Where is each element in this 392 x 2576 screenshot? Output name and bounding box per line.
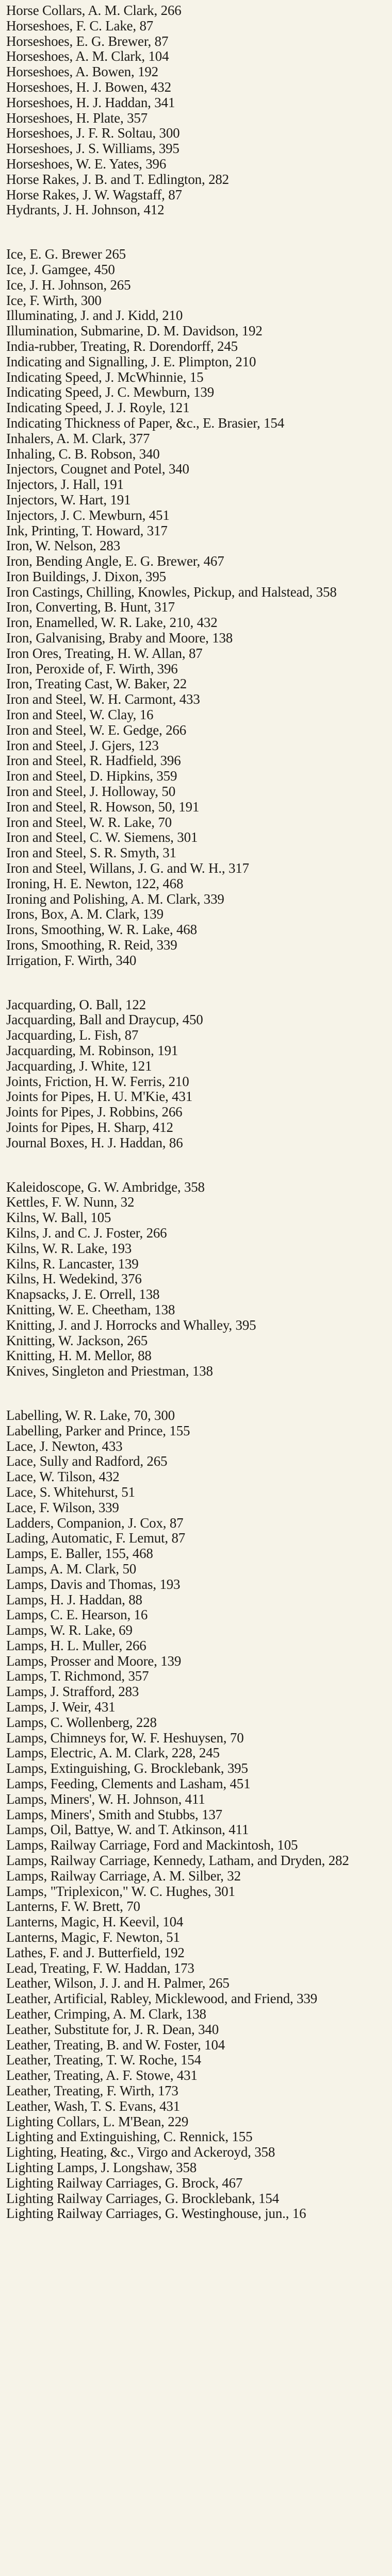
index-entry: Iron and Steel, J. Holloway, 50 — [6, 784, 175, 800]
index-entry: Indicating Speed, J. J. Royle, 121 — [6, 400, 190, 416]
index-entry: Lace, F. Wilson, 339 — [6, 1499, 119, 1515]
index-entry: Lamps, J. Weir, 431 — [6, 1699, 116, 1715]
index-entry: Knitting, W. Jackson, 265 — [6, 1332, 148, 1348]
index-entry: Leather, Wash, T. S. Evans, 431 — [6, 2098, 180, 2114]
index-entry: Irons, Smoothing, W. R. Lake, 468 — [6, 922, 197, 938]
index-entry: Ice, J. H. Johnson, 265 — [6, 277, 131, 293]
index-entry: Kilns, W. Ball, 105 — [6, 1210, 111, 1226]
index-entry: Illumination, Submarine, D. M. Davidson, 192 — [6, 323, 263, 339]
index-entry: Lanterns, F. W. Brett, 70 — [6, 1899, 140, 1914]
index-entry: Iron, Galvanising, Braby and Moore, 138 — [6, 630, 233, 646]
index-entry: Iron Buildings, J. Dixon, 395 — [6, 568, 166, 584]
index-entry: Lace, S. Whitehurst, 51 — [6, 1484, 135, 1500]
index-entry: Joints for Pipes, H. Sharp, 412 — [6, 1119, 173, 1135]
index-entry: Lighting Railway Carriages, G. Brock, 467 — [6, 2175, 243, 2191]
index-entry: Ink, Printing, T. Howard, 317 — [6, 522, 168, 538]
index-entry: Leather, Wilson, J. J. and H. Palmer, 265 — [6, 1975, 230, 1991]
index-entry: Iron and Steel, W. H. Carmont, 433 — [6, 691, 200, 707]
index-entry: Iron and Steel, W. R. Lake, 70 — [6, 814, 172, 830]
index-entry: Leather, Artificial, Rabley, Micklewood, and Friend, 339 — [6, 1991, 318, 2007]
index-entry: Ice, J. Gamgee, 450 — [6, 261, 115, 277]
index-entry: Lamps, Oil, Battye, W. and T. Atkinson, 411 — [6, 1822, 249, 1838]
index-entry: India-rubber, Treating, R. Dorendorff, 245 — [6, 338, 238, 354]
index-entry: Iron, Enamelled, W. R. Lake, 210, 432 — [6, 615, 218, 631]
index-entry: Lading, Automatic, F. Lemut, 87 — [6, 1530, 186, 1546]
index-entry: Lighting Collars, L. M'Bean, 229 — [6, 2113, 189, 2129]
index-entry: Lamps, Miners', Smith and Stubbs, 137 — [6, 1806, 222, 1822]
index-entry: Lathes, F. and J. Butterfield, 192 — [6, 1944, 185, 1960]
index-entry: Lace, W. Tilson, 432 — [6, 1469, 120, 1485]
index-entry: Lamps, C. E. Hearson, 16 — [6, 1607, 148, 1623]
index-entry: Iron and Steel, J. Gjers, 123 — [6, 737, 159, 753]
index-entry: Lamps, E. Baller, 155, 468 — [6, 1546, 153, 1562]
index-entry: Lighting, Heating, &c., Virgo and Ackeroyd, 358 — [6, 2144, 275, 2160]
index-entry: Ironing and Polishing, A. M. Clark, 339 — [6, 891, 224, 907]
index-entry: Labelling, Parker and Prince, 155 — [6, 1422, 190, 1438]
index-entry: Indicating Speed, J. McWhinnie, 15 — [6, 369, 204, 385]
index-entry: Indicating Speed, J. C. Mewburn, 139 — [6, 384, 214, 400]
index-entry: Iron Ores, Treating, H. W. Allan, 87 — [6, 645, 203, 661]
index-entry: Leather, Substitute for, J. R. Dean, 340 — [6, 2021, 219, 2037]
index-entry: Leather, Treating, T. W. Roche, 154 — [6, 2052, 201, 2068]
index-entry: Lamps, H. J. Haddan, 88 — [6, 1591, 142, 1607]
index-entry: Iron and Steel, W. E. Gedge, 266 — [6, 722, 187, 738]
index-entry: Lamps, H. L. Muller, 266 — [6, 1637, 146, 1653]
index-entry: Jacquarding, O. Ball, 122 — [6, 996, 146, 1012]
index-entry: Injectors, Cougnet and Potel, 340 — [6, 461, 189, 477]
index-entry: Knapsacks, J. E. Orrell, 138 — [6, 1286, 160, 1302]
index-entry: Hydrants, J. H. Johnson, 412 — [6, 202, 165, 218]
index-entry: Lanterns, Magic, F. Newton, 51 — [6, 1929, 180, 1945]
index-entry: Lamps, Prosser and Moore, 139 — [6, 1653, 182, 1669]
index-entry: Iron, W. Nelson, 283 — [6, 538, 120, 554]
index-entry: Ice, F. Wirth, 300 — [6, 292, 102, 308]
index-entry: Injectors, J. C. Mewburn, 451 — [6, 507, 170, 523]
index-entry: Horseshoes, A. Bowen, 192 — [6, 64, 158, 80]
index-entry: Knitting, W. E. Cheetham, 138 — [6, 1301, 175, 1317]
index-entry: Joints, Friction, H. W. Ferris, 210 — [6, 1073, 189, 1089]
index-entry: Leather, Crimping, A. M. Clark, 138 — [6, 2006, 206, 2022]
index-entry: Iron Castings, Chilling, Knowles, Pickup, and Halstead, 358 — [6, 584, 337, 600]
index-entry: Iron and Steel, C. W. Siemens, 301 — [6, 829, 198, 845]
index-entry: Knitting, J. and J. Horrocks and Whalley, 395 — [6, 1317, 256, 1333]
index-section-l — [6, 1408, 385, 2222]
index-entry: Lamps, W. R. Lake, 69 — [6, 1622, 133, 1638]
index-entry: Iron and Steel, W. Clay, 16 — [6, 707, 154, 723]
index-entry: Injectors, W. Hart, 191 — [6, 492, 131, 507]
index-section-h — [6, 3, 385, 218]
index-section-k — [6, 1180, 385, 1379]
index-entry: Lead, Treating, F. W. Haddan, 173 — [6, 1960, 194, 1976]
index-entry: Jacquarding, J. White, 121 — [6, 1058, 152, 1074]
index-entry: Lamps, Davis and Thomas, 193 — [6, 1576, 181, 1592]
index-entry: Journal Boxes, H. J. Haddan, 86 — [6, 1134, 183, 1150]
index-entry: Jacquarding, L. Fish, 87 — [6, 1027, 139, 1043]
index-entry: Illuminating, J. and J. Kidd, 210 — [6, 308, 183, 324]
index-entry: Horseshoes, J. S. Williams, 395 — [6, 141, 179, 157]
index-entry: Inhalers, A. M. Clark, 377 — [6, 430, 150, 446]
index-entry: Ice, E. G. Brewer 265 — [6, 246, 126, 262]
index-entry: Iron and Steel, S. R. Smyth, 31 — [6, 845, 176, 861]
index-entry: Kilns, H. Wedekind, 376 — [6, 1271, 142, 1287]
index-entry: Iron, Converting, B. Hunt, 317 — [6, 599, 175, 615]
index-entry: Jacquarding, M. Robinson, 191 — [6, 1043, 178, 1058]
index-entry: Horseshoes, H. J. Bowen, 432 — [6, 79, 171, 95]
index-entry: Kaleidoscope, G. W. Ambridge, 358 — [6, 1179, 205, 1195]
index-entry: Horse Rakes, J. W. Wagstaff, 87 — [6, 187, 182, 202]
index-entry: Joints for Pipes, H. U. M'Kie, 431 — [6, 1089, 193, 1105]
index-entry: Leather, Treating, A. F. Stowe, 431 — [6, 2067, 198, 2083]
index-entry: Iron and Steel, R. Howson, 50, 191 — [6, 799, 200, 815]
index-entry: Horseshoes, J. F. R. Soltau, 300 — [6, 125, 180, 141]
section-spacer — [6, 218, 385, 247]
index-entry: Leather, Treating, B. and W. Foster, 104 — [6, 2037, 225, 2053]
index-entry: Knitting, H. M. Mellor, 88 — [6, 1348, 152, 1364]
index-entry: Lighting Railway Carriages, G. Brocklebank, 154 — [6, 2190, 279, 2206]
index-entry: Kilns, J. and C. J. Foster, 266 — [6, 1225, 167, 1241]
index-entry: Lamps, Chimneys for, W. F. Heshuysen, 70 — [6, 1730, 244, 1745]
index-entry: Irons, Smoothing, R. Reid, 339 — [6, 937, 177, 953]
index-section-i — [6, 247, 385, 968]
index-entry: Inhaling, C. B. Robson, 340 — [6, 446, 160, 462]
index-entry: Horseshoes, E. G. Brewer, 87 — [6, 33, 169, 49]
index-entry: Labelling, W. R. Lake, 70, 300 — [6, 1407, 175, 1423]
index-entry: Ladders, Companion, J. Cox, 87 — [6, 1515, 184, 1531]
index-entry: Iron and Steel, D. Hipkins, 359 — [6, 768, 177, 784]
index-entry: Lighting Railway Carriages, G. Westinghouse, jun., 16 — [6, 2206, 306, 2222]
index-entry: Kilns, R. Lancaster, 139 — [6, 1256, 139, 1272]
index-entry: Lighting Lamps, J. Longshaw, 358 — [6, 2159, 197, 2175]
index-entry: Horseshoes, H. J. Haddan, 341 — [6, 94, 175, 110]
index-entry: Lace, J. Newton, 433 — [6, 1438, 123, 1454]
index-entry: Lamps, J. Strafford, 283 — [6, 1684, 139, 1700]
index-entry: Indicating and Signalling, J. E. Plimpton, 210 — [6, 353, 256, 369]
index-entry: Horseshoes, H. Plate, 357 — [6, 110, 148, 126]
index-entry: Lamps, Feeding, Clements and Lasham, 451 — [6, 1776, 251, 1792]
index-entry: Lamps, Railway Carriage, Ford and Mackintosh, 105 — [6, 1837, 298, 1853]
index-entry: Lamps, Extinguishing, G. Brocklebank, 395 — [6, 1760, 248, 1776]
index-entry: Horse Rakes, J. B. and T. Edlington, 282 — [6, 171, 229, 187]
index-entry: Ironing, H. E. Newton, 122, 468 — [6, 875, 184, 891]
index-entry: Lamps, Miners', W. H. Johnson, 411 — [6, 1791, 205, 1807]
section-spacer — [6, 1151, 385, 1180]
index-entry: Kilns, W. R. Lake, 193 — [6, 1240, 132, 1256]
index-entry: Iron and Steel, R. Hadfield, 396 — [6, 753, 181, 769]
index-entry: Kettles, F. W. Nunn, 32 — [6, 1194, 135, 1210]
index-entry: Irrigation, F. Wirth, 340 — [6, 952, 137, 968]
index-entry: Iron, Bending Angle, E. G. Brewer, 467 — [6, 553, 224, 569]
index-entry: Lighting and Extinguishing, C. Rennick, 155 — [6, 2129, 253, 2145]
index-entry: Lace, Sully and Radford, 265 — [6, 1453, 168, 1469]
index-entry: Jacquarding, Ball and Draycup, 450 — [6, 1012, 203, 1028]
index-entry: Lamps, Railway Carriage, A. M. Silber, 32 — [6, 1868, 241, 1884]
index-entry: Horseshoes, F. C. Lake, 87 — [6, 18, 154, 33]
index-entry: Lamps, A. M. Clark, 50 — [6, 1561, 137, 1577]
index-entry: Joints for Pipes, J. Robbins, 266 — [6, 1104, 183, 1120]
index-entry: Lanterns, Magic, H. Keevil, 104 — [6, 1914, 184, 1930]
index-entry: Iron, Treating Cast, W. Baker, 22 — [6, 676, 187, 692]
section-spacer — [6, 1379, 385, 1408]
index-entry: Lamps, Electric, A. M. Clark, 228, 245 — [6, 1745, 220, 1761]
index-entry: Iron and Steel, Willans, J. G. and W. H., 317 — [6, 860, 249, 876]
index-entry: Knives, Singleton and Priestman, 138 — [6, 1363, 213, 1379]
index-entry: Irons, Box, A. M. Clark, 139 — [6, 906, 164, 922]
index-entry: Lamps, T. Richmond, 357 — [6, 1668, 149, 1684]
index-entry: Iron, Peroxide of, F. Wirth, 396 — [6, 660, 178, 676]
index-entry: Indicating Thickness of Paper, &c., E. Brasier, 154 — [6, 415, 285, 431]
index-entry: Lamps, C. Wollenberg, 228 — [6, 1714, 157, 1730]
index-entry: Injectors, J. Hall, 191 — [6, 477, 124, 493]
index-section-j — [6, 997, 385, 1151]
index-entry: Lamps, "Triplexicon," W. C. Hughes, 301 — [6, 1883, 235, 1899]
index-entry: Horseshoes, A. M. Clark, 104 — [6, 48, 169, 64]
index-entry: Leather, Treating, F. Wirth, 173 — [6, 2083, 178, 2098]
index-entry: Horse Collars, A. M. Clark, 266 — [6, 3, 182, 18]
section-spacer — [6, 969, 385, 997]
index-entry: Horseshoes, W. E. Yates, 396 — [6, 156, 167, 172]
index-entry: Lamps, Railway Carriage, Kennedy, Latham, and Dryden, 282 — [6, 1853, 349, 1869]
